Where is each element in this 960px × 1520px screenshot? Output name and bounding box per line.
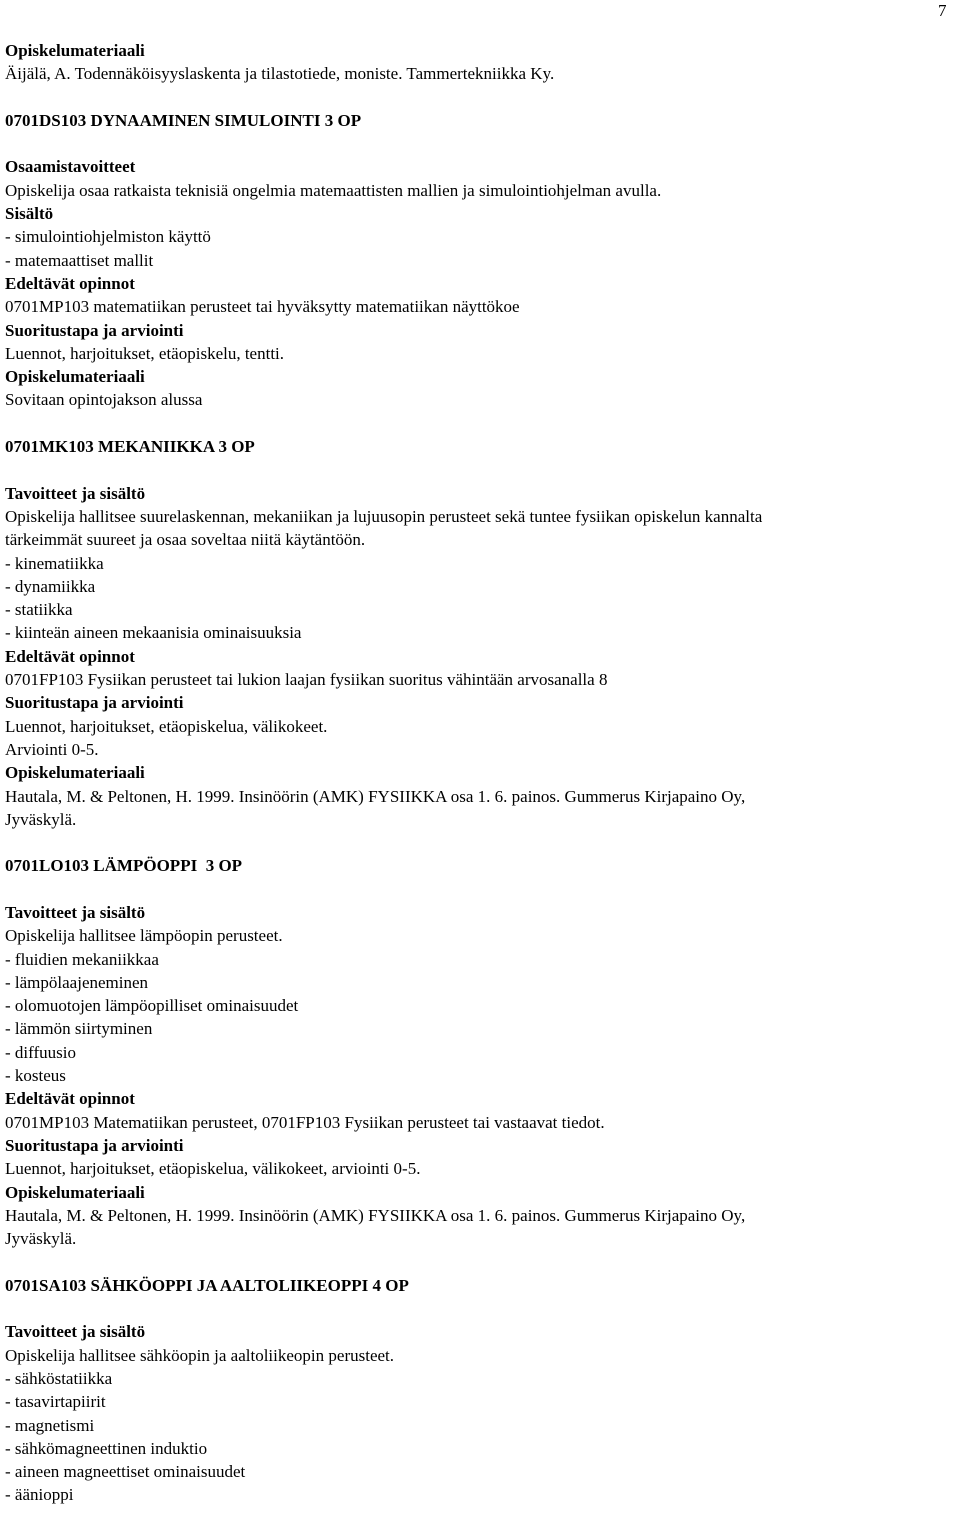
text-line: - lämmön siirtyminen (5, 1019, 153, 1039)
heading-line: Edeltävät opinnot (5, 1089, 135, 1109)
heading-line: Opiskelumateriaali (5, 763, 145, 783)
heading-line: 0701MK103 MEKANIIKKA 3 OP (5, 437, 255, 457)
section-spacer (5, 132, 950, 155)
section-spacer (5, 878, 950, 901)
text-line: 0701MP103 Matematiikan perusteet, 0701FP103 Fysiikan perusteet tai vastaavat tiedot. (5, 1112, 605, 1132)
text-line: - äänioppi (5, 1485, 74, 1505)
text-line: - dynamiikka (5, 576, 96, 596)
text-line: - fluidien mekaniikkaa (5, 949, 159, 969)
heading-line: Sisältö (5, 204, 54, 224)
text-line: Äijälä, A. Todennäköisyyslaskenta ja tilastotiede, moniste. Tammertekniikka Ky. (5, 64, 555, 84)
text-line: Opiskelija hallitsee lämpöopin perusteet. (5, 926, 283, 946)
heading-line: 0701LO103 LÄMPÖOPPI 3 OP (5, 856, 243, 876)
text-line: Hautala, M. & Peltonen, H. 1999. Insinöörin (AMK) FYSIIKKA osa 1. 6. painos. Gummerus Kirjapaino Oy, (5, 1205, 746, 1225)
text-line: - kosteus (5, 1066, 66, 1086)
heading-line: 0701DS103 DYNAAMINEN SIMULOINTI 3 OP (5, 110, 362, 130)
heading-line: 0701SA103 SÄHKÖOPPI JA AALTOLIIKEOPPI 4 OP (5, 1275, 409, 1295)
heading-line: Suoritustapa ja arviointi (5, 693, 184, 713)
section-spacer (5, 1297, 950, 1320)
text-line: Jyväskylä. (5, 809, 77, 829)
text-line: - kiinteän aineen mekaanisia ominaisuuksia (5, 623, 302, 643)
text-line: Jyväskylä. (5, 1229, 77, 1249)
heading-line: Osaamistavoitteet (5, 157, 136, 177)
section-spacer (5, 458, 950, 481)
text-line: - kinematiikka (5, 553, 104, 573)
text-line: 0701MP103 matematiikan perusteet tai hyväksytty matematiikan näyttökoe (5, 297, 520, 317)
section-spacer (5, 86, 950, 109)
text-line: - diffuusio (5, 1042, 76, 1062)
text-line: - sähköstatiikka (5, 1368, 113, 1388)
heading-line: Tavoitteet ja sisältö (5, 1322, 146, 1342)
heading-line: Opiskelumateriaali (5, 1182, 145, 1202)
text-line: - olomuotojen lämpöopilliset ominaisuudet (5, 996, 299, 1016)
text-line: Sovitaan opintojakson alussa (5, 390, 203, 410)
text-line: Opiskelija osaa ratkaista teknisiä ongelmia matemaattisten mallien ja simulointiohjelman avulla. (5, 180, 662, 200)
section-spacer (5, 412, 950, 435)
heading-line: Tavoitteet ja sisältö (5, 902, 146, 922)
heading-line: Edeltävät opinnot (5, 273, 135, 293)
text-line: Luennot, harjoitukset, etäopiskelua, välikokeet, arviointi 0-5. (5, 1159, 421, 1179)
text-line: Luennot, harjoitukset, etäopiskelu, tentti. (5, 343, 285, 363)
document-body (5, 39, 950, 1507)
heading-line: Suoritustapa ja arviointi (5, 320, 184, 340)
text-line: Luennot, harjoitukset, etäopiskelua, välikokeet. (5, 716, 328, 736)
text-line: - tasavirtapiirit (5, 1392, 106, 1412)
text-line: - lämpölaajeneminen (5, 972, 149, 992)
text-line: - sähkömagneettinen induktio (5, 1438, 208, 1458)
page-number: 7 (938, 1, 947, 20)
section-spacer (5, 1250, 950, 1273)
heading-line: Opiskelumateriaali (5, 41, 145, 60)
text-line: Arviointi 0-5. (5, 739, 99, 759)
heading-line: Tavoitteet ja sisältö (5, 483, 146, 503)
section-spacer (5, 831, 950, 854)
text-line: - aineen magneettiset ominaisuudet (5, 1462, 246, 1482)
text-line: - matemaattiset mallit (5, 250, 154, 270)
text-line: 0701FP103 Fysiikan perusteet tai lukion laajan fysiikan suoritus vähintään arvosanalla 8 (5, 670, 608, 690)
text-line: Hautala, M. & Peltonen, H. 1999. Insinöörin (AMK) FYSIIKKA osa 1. 6. painos. Gummerus Kirjapaino Oy, (5, 786, 746, 806)
text-line: - magnetismi (5, 1415, 95, 1435)
text-line: Opiskelija hallitsee sähköopin ja aaltoliikeopin perusteet. (5, 1345, 395, 1365)
heading-line: Suoritustapa ja arviointi (5, 1135, 184, 1155)
heading-line: Opiskelumateriaali (5, 367, 145, 387)
heading-line: Edeltävät opinnot (5, 646, 135, 666)
text-line: - statiikka (5, 600, 73, 620)
text-line: tärkeimmät suureet ja osaa soveltaa niitä käytäntöön. (5, 530, 366, 550)
text-line: Opiskelija hallitsee suurelaskennan, mekaniikan ja lujuusopin perusteet sekä tuntee fysiikan opiskelun kannalta (5, 506, 763, 526)
text-line: - simulointiohjelmiston käyttö (5, 227, 211, 247)
